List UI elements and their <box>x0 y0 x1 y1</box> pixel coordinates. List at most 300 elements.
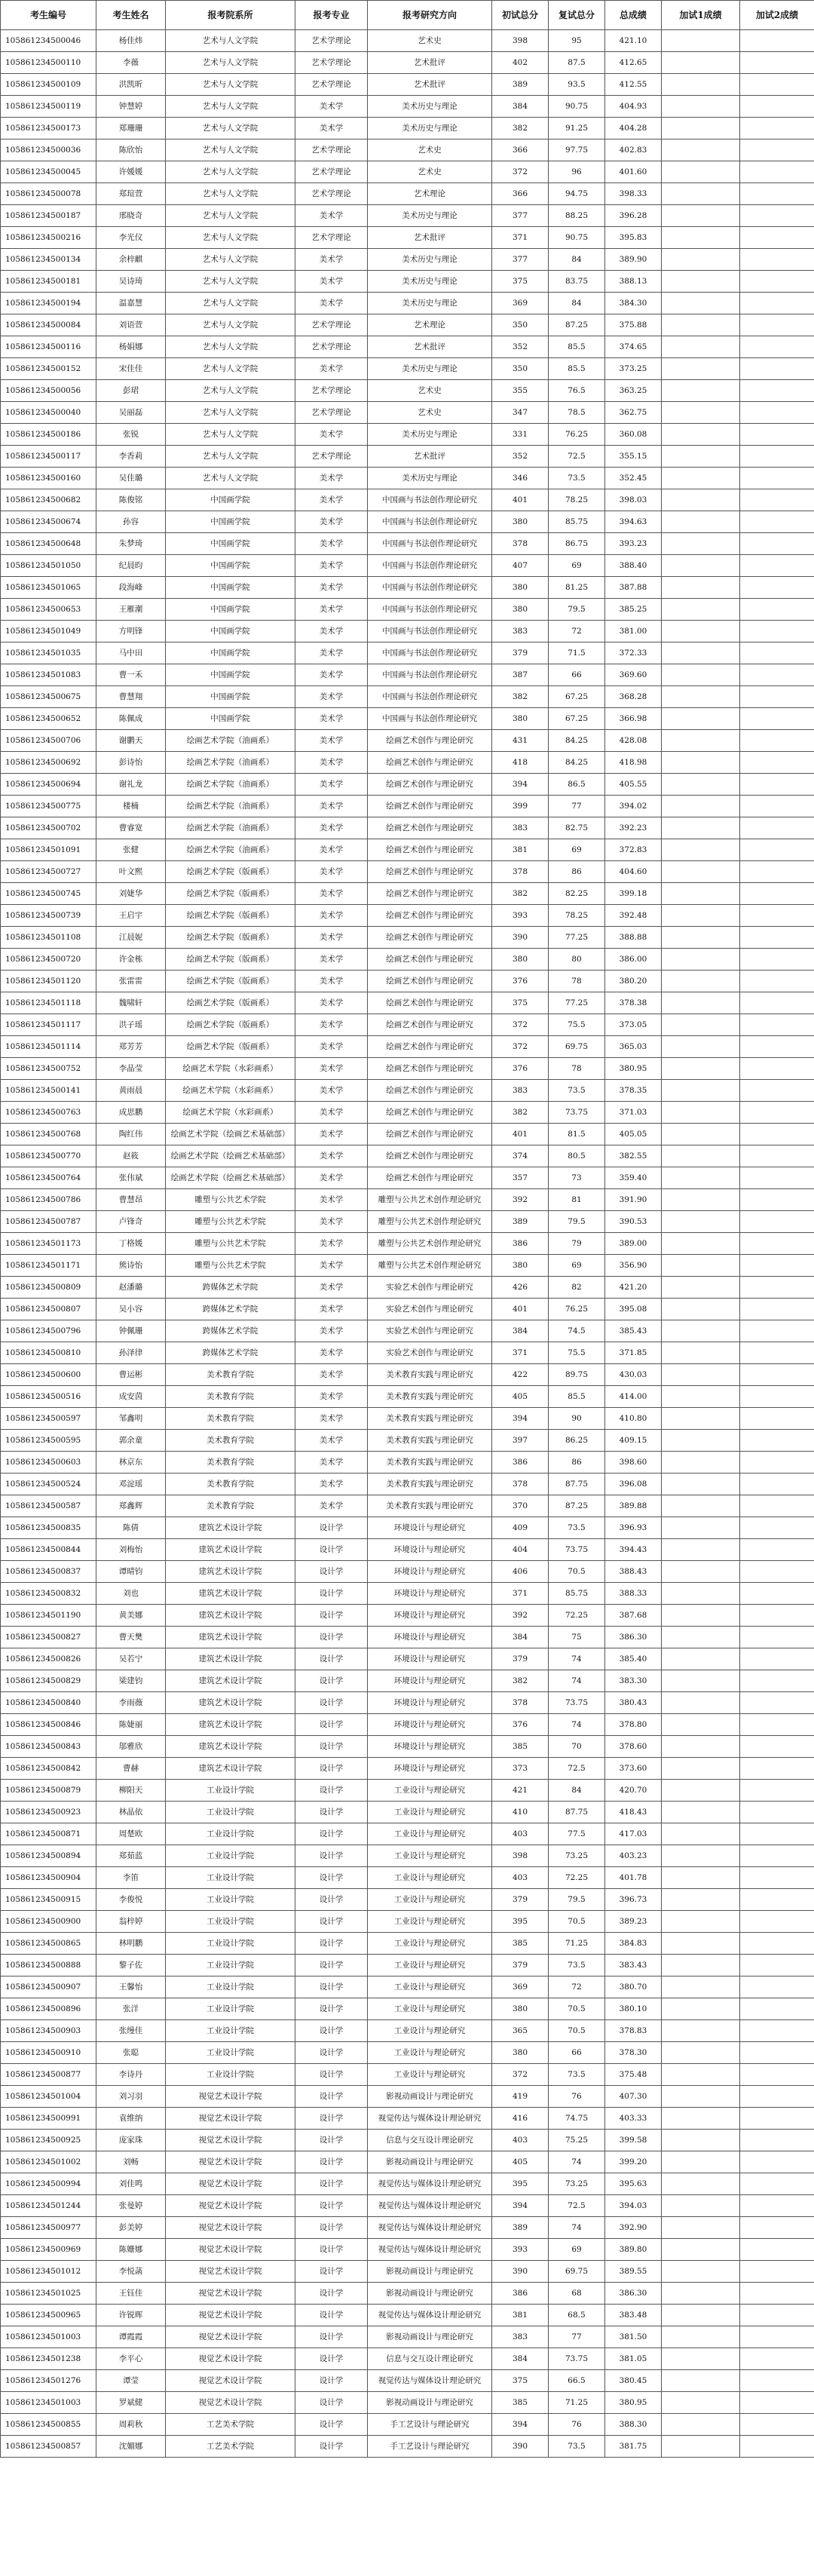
table-row <box>1 2392 814 2414</box>
extra-test-2-cell <box>740 161 814 183</box>
initial-score-cell: 397 <box>492 1430 549 1452</box>
candidate-name-cell: 谢鹏天 <box>96 730 166 752</box>
extra-test-2-cell <box>740 1911 814 1933</box>
major-cell: 艺术学理论 <box>295 183 368 205</box>
candidate-id-cell: 105861234501244 <box>1 2195 96 2217</box>
total-score-cell: 383.48 <box>605 2305 662 2326</box>
candidate-id-cell: 105861234500186 <box>1 424 96 446</box>
total-score-cell: 384.30 <box>605 293 662 314</box>
research-direction-cell: 影视动画设计与理论研究 <box>368 2086 492 2108</box>
candidate-name-cell: 周莉秋 <box>96 2414 166 2436</box>
extra-test-1-cell <box>662 1823 740 1845</box>
retest-score-cell: 73.75 <box>549 1539 605 1561</box>
extra-test-1-cell <box>662 1189 740 1211</box>
candidate-id-cell: 105861234501108 <box>1 927 96 949</box>
retest-score-cell: 75 <box>549 1627 605 1648</box>
total-score-cell: 404.93 <box>605 96 662 118</box>
table-row <box>1 30 814 52</box>
retest-score-cell: 70 <box>549 1736 605 1758</box>
table-row <box>1 118 814 140</box>
research-direction-cell: 美术教育实践与理论研究 <box>368 1495 492 1517</box>
candidate-id-cell: 105861234500857 <box>1 2436 96 2458</box>
extra-test-1-cell <box>662 2042 740 2064</box>
table-row <box>1 489 814 511</box>
research-direction-cell: 绘画艺术创作与理论研究 <box>368 796 492 817</box>
table-row <box>1 664 814 686</box>
candidate-name-cell: 刘佳鸣 <box>96 2173 166 2195</box>
total-score-cell: 360.08 <box>605 424 662 446</box>
retest-score-cell: 77 <box>549 796 605 817</box>
total-score-cell: 395.63 <box>605 2173 662 2195</box>
candidate-name-cell: 翁梓婷 <box>96 1911 166 1933</box>
extra-test-1-cell <box>662 2392 740 2414</box>
extra-test-1-cell <box>662 1145 740 1167</box>
column-header: 报考专业 <box>295 1 368 30</box>
research-direction-cell: 工业设计与理论研究 <box>368 1955 492 1976</box>
initial-score-cell: 373 <box>492 1758 549 1780</box>
initial-score-cell: 376 <box>492 1714 549 1736</box>
major-cell: 美术学 <box>295 1014 368 1036</box>
research-direction-cell: 绘画艺术创作与理论研究 <box>368 949 492 971</box>
column-header: 报考院系所 <box>166 1 295 30</box>
research-direction-cell: 影视动画设计与理论研究 <box>368 2151 492 2173</box>
total-score-cell: 392.48 <box>605 905 662 927</box>
initial-score-cell: 390 <box>492 2436 549 2458</box>
candidate-name-cell: 吴佳璐 <box>96 468 166 489</box>
candidate-name-cell: 陈俊铭 <box>96 489 166 511</box>
total-score-cell: 399.20 <box>605 2151 662 2173</box>
total-score-cell: 352.45 <box>605 468 662 489</box>
candidate-name-cell: 曹慧昂 <box>96 1189 166 1211</box>
department-cell: 视觉艺术设计学院 <box>166 2370 295 2392</box>
department-cell: 绘画艺术学院（版画系） <box>166 905 295 927</box>
extra-test-2-cell <box>740 817 814 839</box>
department-cell: 艺术与人文学院 <box>166 183 295 205</box>
total-score-cell: 407.30 <box>605 2086 662 2108</box>
extra-test-2-cell <box>740 2064 814 2086</box>
major-cell: 设计学 <box>295 2239 368 2261</box>
research-direction-cell: 美术历史与理论 <box>368 118 492 140</box>
total-score-cell: 389.90 <box>605 249 662 271</box>
department-cell: 工业设计学院 <box>166 1780 295 1802</box>
major-cell: 设计学 <box>295 2086 368 2108</box>
research-direction-cell: 中国画与书法创作理论研究 <box>368 708 492 730</box>
major-cell: 美术学 <box>295 205 368 227</box>
total-score-cell: 387.68 <box>605 1605 662 1627</box>
total-score-cell: 384.83 <box>605 1933 662 1955</box>
research-direction-cell: 视觉传达与媒体设计理论研究 <box>368 2108 492 2130</box>
department-cell: 艺术与人文学院 <box>166 30 295 52</box>
retest-score-cell: 73.5 <box>549 2436 605 2458</box>
retest-score-cell: 69 <box>549 839 605 861</box>
candidate-id-cell: 105861234500865 <box>1 1933 96 1955</box>
department-cell: 工艺美术学院 <box>166 2414 295 2436</box>
department-cell: 工业设计学院 <box>166 1933 295 1955</box>
candidate-name-cell: 袁维纳 <box>96 2108 166 2130</box>
table-row <box>1 293 814 314</box>
department-cell: 跨媒体艺术学院 <box>166 1299 295 1320</box>
candidate-name-cell: 梁建钧 <box>96 1670 166 1692</box>
research-direction-cell: 美术历史与理论 <box>368 468 492 489</box>
candidate-name-cell: 刘也 <box>96 1583 166 1605</box>
total-score-cell: 396.08 <box>605 1474 662 1495</box>
total-score-cell: 383.30 <box>605 1670 662 1692</box>
candidate-id-cell: 105861234500720 <box>1 949 96 971</box>
major-cell: 美术学 <box>295 949 368 971</box>
candidate-id-cell: 105861234500173 <box>1 118 96 140</box>
extra-test-1-cell <box>662 774 740 796</box>
table-row <box>1 1539 814 1561</box>
retest-score-cell: 84 <box>549 293 605 314</box>
department-cell: 绘画艺术学院（油画系） <box>166 839 295 861</box>
table-row <box>1 1648 814 1670</box>
candidate-id-cell: 105861234500141 <box>1 1080 96 1102</box>
retest-score-cell: 85.5 <box>549 336 605 358</box>
candidate-id-cell: 105861234500991 <box>1 2108 96 2130</box>
table-row <box>1 183 814 205</box>
major-cell: 美术学 <box>295 883 368 905</box>
candidate-name-cell: 彭诗怡 <box>96 752 166 774</box>
total-score-cell: 417.03 <box>605 1823 662 1845</box>
total-score-cell: 396.28 <box>605 205 662 227</box>
department-cell: 跨媒体艺术学院 <box>166 1342 295 1364</box>
major-cell: 设计学 <box>295 2392 368 2414</box>
department-cell: 中国画学院 <box>166 577 295 599</box>
extra-test-2-cell <box>740 2348 814 2370</box>
department-cell: 艺术与人文学院 <box>166 446 295 468</box>
candidate-id-cell: 105861234500965 <box>1 2305 96 2326</box>
total-score-cell: 412.55 <box>605 74 662 96</box>
major-cell: 美术学 <box>295 752 368 774</box>
retest-score-cell: 84.25 <box>549 730 605 752</box>
extra-test-1-cell <box>662 2283 740 2305</box>
table-row <box>1 2348 814 2370</box>
extra-test-1-cell <box>662 1320 740 1342</box>
research-direction-cell: 中国画与书法创作理论研究 <box>368 577 492 599</box>
total-score-cell: 359.40 <box>605 1167 662 1189</box>
major-cell: 设计学 <box>295 2414 368 2436</box>
extra-test-2-cell <box>740 1277 814 1299</box>
department-cell: 工业设计学院 <box>166 1823 295 1845</box>
candidate-id-cell: 105861234500739 <box>1 905 96 927</box>
retest-score-cell: 73 <box>549 1167 605 1189</box>
table-row <box>1 2130 814 2151</box>
research-direction-cell: 工业设计与理论研究 <box>368 1845 492 1867</box>
candidate-name-cell: 洪子瑶 <box>96 1014 166 1036</box>
department-cell: 视觉艺术设计学院 <box>166 2173 295 2195</box>
extra-test-1-cell <box>662 1867 740 1889</box>
initial-score-cell: 378 <box>492 1692 549 1714</box>
table-row <box>1 730 814 752</box>
research-direction-cell: 绘画艺术创作与理论研究 <box>368 752 492 774</box>
candidate-name-cell: 李诗丹 <box>96 2064 166 2086</box>
department-cell: 跨媒体艺术学院 <box>166 1277 295 1299</box>
initial-score-cell: 371 <box>492 1583 549 1605</box>
initial-score-cell: 370 <box>492 1495 549 1517</box>
total-score-cell: 401.78 <box>605 1867 662 1889</box>
research-direction-cell: 环境设计与理论研究 <box>368 1670 492 1692</box>
total-score-cell: 381.00 <box>605 621 662 642</box>
extra-test-2-cell <box>740 358 814 380</box>
candidate-name-cell: 谭霞霞 <box>96 2326 166 2348</box>
table-row <box>1 1583 814 1605</box>
initial-score-cell: 421 <box>492 1780 549 1802</box>
table-row <box>1 1080 814 1102</box>
column-header: 复试总分 <box>549 1 605 30</box>
research-direction-cell: 美术历史与理论 <box>368 358 492 380</box>
extra-test-2-cell <box>740 1474 814 1495</box>
total-score-cell: 387.88 <box>605 577 662 599</box>
extra-test-2-cell <box>740 1320 814 1342</box>
research-direction-cell: 绘画艺术创作与理论研究 <box>368 1167 492 1189</box>
extra-test-2-cell <box>740 2239 814 2261</box>
research-direction-cell: 工业设计与理论研究 <box>368 1867 492 1889</box>
major-cell: 美术学 <box>295 1145 368 1167</box>
retest-score-cell: 74 <box>549 2151 605 2173</box>
research-direction-cell: 绘画艺术创作与理论研究 <box>368 861 492 883</box>
major-cell: 美术学 <box>295 577 368 599</box>
table-row <box>1 2173 814 2195</box>
research-direction-cell: 工业设计与理论研究 <box>368 2042 492 2064</box>
candidate-name-cell: 郑珊珊 <box>96 118 166 140</box>
candidate-id-cell: 105861234500840 <box>1 1692 96 1714</box>
total-score-cell: 372.83 <box>605 839 662 861</box>
candidate-id-cell: 105861234500674 <box>1 511 96 533</box>
department-cell: 视觉艺术设计学院 <box>166 2086 295 2108</box>
retest-score-cell: 74 <box>549 1714 605 1736</box>
extra-test-1-cell <box>662 1976 740 1998</box>
extra-test-1-cell <box>662 402 740 424</box>
research-direction-cell: 美术教育实践与理论研究 <box>368 1364 492 1386</box>
table-row <box>1 1758 814 1780</box>
department-cell: 中国画学院 <box>166 621 295 642</box>
major-cell: 美术学 <box>295 1080 368 1102</box>
extra-test-1-cell <box>662 1430 740 1452</box>
retest-score-cell: 88.25 <box>549 205 605 227</box>
extra-test-1-cell <box>662 96 740 118</box>
column-header: 报考研究方向 <box>368 1 492 30</box>
extra-test-2-cell <box>740 402 814 424</box>
retest-score-cell: 66 <box>549 664 605 686</box>
candidate-id-cell: 105861234500877 <box>1 2064 96 2086</box>
total-score-cell: 380.20 <box>605 971 662 992</box>
initial-score-cell: 403 <box>492 1867 549 1889</box>
major-cell: 设计学 <box>295 1911 368 1933</box>
major-cell: 设计学 <box>295 1976 368 1998</box>
candidate-name-cell: 刘畅 <box>96 2151 166 2173</box>
extra-test-2-cell <box>740 205 814 227</box>
major-cell: 美术学 <box>295 533 368 555</box>
total-score-cell: 394.43 <box>605 1539 662 1561</box>
candidate-id-cell: 105861234501083 <box>1 664 96 686</box>
research-direction-cell: 艺术史 <box>368 30 492 52</box>
extra-test-2-cell <box>740 1998 814 2020</box>
major-cell: 设计学 <box>295 2173 368 2195</box>
candidate-id-cell: 105861234500846 <box>1 1714 96 1736</box>
extra-test-2-cell <box>740 2392 814 2414</box>
major-cell: 美术学 <box>295 1320 368 1342</box>
department-cell: 视觉艺术设计学院 <box>166 2239 295 2261</box>
candidate-name-cell: 曹运彬 <box>96 1364 166 1386</box>
candidate-id-cell: 105861234500896 <box>1 1998 96 2020</box>
candidate-id-cell: 105861234501171 <box>1 1255 96 1277</box>
extra-test-2-cell <box>740 1976 814 1998</box>
table-row <box>1 2414 814 2436</box>
table-row <box>1 2261 814 2283</box>
major-cell: 美术学 <box>295 1189 368 1211</box>
table-row <box>1 686 814 708</box>
major-cell: 美术学 <box>295 971 368 992</box>
department-cell: 建筑艺术设计学院 <box>166 1605 295 1627</box>
table-row <box>1 96 814 118</box>
research-direction-cell: 绘画艺术创作与理论研究 <box>368 1102 492 1124</box>
department-cell: 视觉艺术设计学院 <box>166 2217 295 2239</box>
retest-score-cell: 76 <box>549 2414 605 2436</box>
retest-score-cell: 67.25 <box>549 708 605 730</box>
candidate-id-cell: 105861234500900 <box>1 1911 96 1933</box>
initial-score-cell: 395 <box>492 1911 549 1933</box>
total-score-cell: 369.60 <box>605 664 662 686</box>
candidate-id-cell: 105861234500977 <box>1 2217 96 2239</box>
retest-score-cell: 73.25 <box>549 1845 605 1867</box>
initial-score-cell: 382 <box>492 883 549 905</box>
extra-test-2-cell <box>740 1670 814 1692</box>
research-direction-cell: 实验艺术创作与理论研究 <box>368 1277 492 1299</box>
extra-test-2-cell <box>740 664 814 686</box>
major-cell: 设计学 <box>295 1933 368 1955</box>
candidate-name-cell: 邢晓奇 <box>96 205 166 227</box>
research-direction-cell: 视觉传达与媒体设计理论研究 <box>368 2370 492 2392</box>
total-score-cell: 428.08 <box>605 730 662 752</box>
research-direction-cell: 工业设计与理论研究 <box>368 1933 492 1955</box>
department-cell: 艺术与人文学院 <box>166 118 295 140</box>
table-row <box>1 1517 814 1539</box>
major-cell: 设计学 <box>295 1955 368 1976</box>
research-direction-cell: 影视动画设计与理论研究 <box>368 2283 492 2305</box>
extra-test-1-cell <box>662 1517 740 1539</box>
extra-test-2-cell <box>740 2370 814 2392</box>
table-row <box>1 1976 814 1998</box>
research-direction-cell: 视觉传达与媒体设计理论研究 <box>368 2195 492 2217</box>
table-body <box>1 30 814 2458</box>
total-score-cell: 403.23 <box>605 1845 662 1867</box>
department-cell: 艺术与人文学院 <box>166 424 295 446</box>
retest-score-cell: 85.5 <box>549 1386 605 1408</box>
major-cell: 设计学 <box>295 1867 368 1889</box>
total-score-cell: 388.40 <box>605 555 662 577</box>
initial-score-cell: 384 <box>492 96 549 118</box>
candidate-id-cell: 105861234500706 <box>1 730 96 752</box>
candidate-id-cell: 105861234500597 <box>1 1408 96 1430</box>
research-direction-cell: 艺术史 <box>368 140 492 161</box>
extra-test-2-cell <box>740 971 814 992</box>
candidate-name-cell: 李俊悦 <box>96 1889 166 1911</box>
table-row <box>1 2020 814 2042</box>
table-row <box>1 1780 814 1802</box>
total-score-cell: 378.38 <box>605 992 662 1014</box>
candidate-id-cell: 105861234500925 <box>1 2130 96 2151</box>
table-row <box>1 52 814 74</box>
table-row <box>1 1561 814 1583</box>
total-score-cell: 404.28 <box>605 118 662 140</box>
table-row <box>1 1167 814 1189</box>
candidate-name-cell: 李悦菡 <box>96 2261 166 2283</box>
research-direction-cell: 绘画艺术创作与理论研究 <box>368 927 492 949</box>
department-cell: 工业设计学院 <box>166 1998 295 2020</box>
retest-score-cell: 73.5 <box>549 2064 605 2086</box>
retest-score-cell: 86.75 <box>549 533 605 555</box>
candidate-name-cell: 许锐晖 <box>96 2305 166 2326</box>
retest-score-cell: 74 <box>549 1648 605 1670</box>
candidate-id-cell: 105861234500894 <box>1 1845 96 1867</box>
retest-score-cell: 72.5 <box>549 2195 605 2217</box>
candidate-name-cell: 魏啸轩 <box>96 992 166 1014</box>
extra-test-2-cell <box>740 227 814 249</box>
candidate-id-cell: 105861234500216 <box>1 227 96 249</box>
total-score-cell: 409.15 <box>605 1430 662 1452</box>
research-direction-cell: 绘画艺术创作与理论研究 <box>368 1036 492 1058</box>
candidate-id-cell: 105861234501003 <box>1 2326 96 2348</box>
department-cell: 工业设计学院 <box>166 2020 295 2042</box>
table-row <box>1 2239 814 2261</box>
table-row <box>1 971 814 992</box>
table-row <box>1 949 814 971</box>
initial-score-cell: 403 <box>492 1823 549 1845</box>
candidate-name-cell: 赵筱 <box>96 1145 166 1167</box>
initial-score-cell: 384 <box>492 1627 549 1648</box>
extra-test-1-cell <box>662 2108 740 2130</box>
candidate-name-cell: 郑瑄萱 <box>96 183 166 205</box>
initial-score-cell: 355 <box>492 380 549 402</box>
candidate-name-cell: 林京东 <box>96 1452 166 1474</box>
initial-score-cell: 380 <box>492 708 549 730</box>
candidate-name-cell: 周楚欧 <box>96 1823 166 1845</box>
research-direction-cell: 艺术史 <box>368 161 492 183</box>
extra-test-2-cell <box>740 730 814 752</box>
candidate-id-cell: 105861234500116 <box>1 336 96 358</box>
candidate-name-cell: 成思鹏 <box>96 1102 166 1124</box>
major-cell: 设计学 <box>295 2217 368 2239</box>
table-row <box>1 1802 814 1823</box>
candidate-id-cell: 105861234500768 <box>1 1124 96 1145</box>
table-row <box>1 1670 814 1692</box>
extra-test-1-cell <box>662 205 740 227</box>
major-cell: 美术学 <box>295 1233 368 1255</box>
major-cell: 设计学 <box>295 1780 368 1802</box>
retest-score-cell: 91.25 <box>549 118 605 140</box>
major-cell: 美术学 <box>295 1408 368 1430</box>
extra-test-1-cell <box>662 927 740 949</box>
major-cell: 美术学 <box>295 555 368 577</box>
research-direction-cell: 艺术批评 <box>368 446 492 468</box>
research-direction-cell: 工业设计与理论研究 <box>368 2064 492 2086</box>
initial-score-cell: 398 <box>492 30 549 52</box>
retest-score-cell: 66 <box>549 2042 605 2064</box>
research-direction-cell: 工业设计与理论研究 <box>368 2020 492 2042</box>
retest-score-cell: 72.25 <box>549 1605 605 1627</box>
table-row <box>1 1277 814 1299</box>
total-score-cell: 389.00 <box>605 1233 662 1255</box>
research-direction-cell: 美术历史与理论 <box>368 249 492 271</box>
initial-score-cell: 383 <box>492 621 549 642</box>
candidate-name-cell: 朱梦琦 <box>96 533 166 555</box>
retest-score-cell: 74 <box>549 1670 605 1692</box>
total-score-cell: 380.95 <box>605 1058 662 1080</box>
department-cell: 建筑艺术设计学院 <box>166 1627 295 1648</box>
table-row <box>1 2283 814 2305</box>
table-row <box>1 2436 814 2458</box>
extra-test-2-cell <box>740 2130 814 2151</box>
